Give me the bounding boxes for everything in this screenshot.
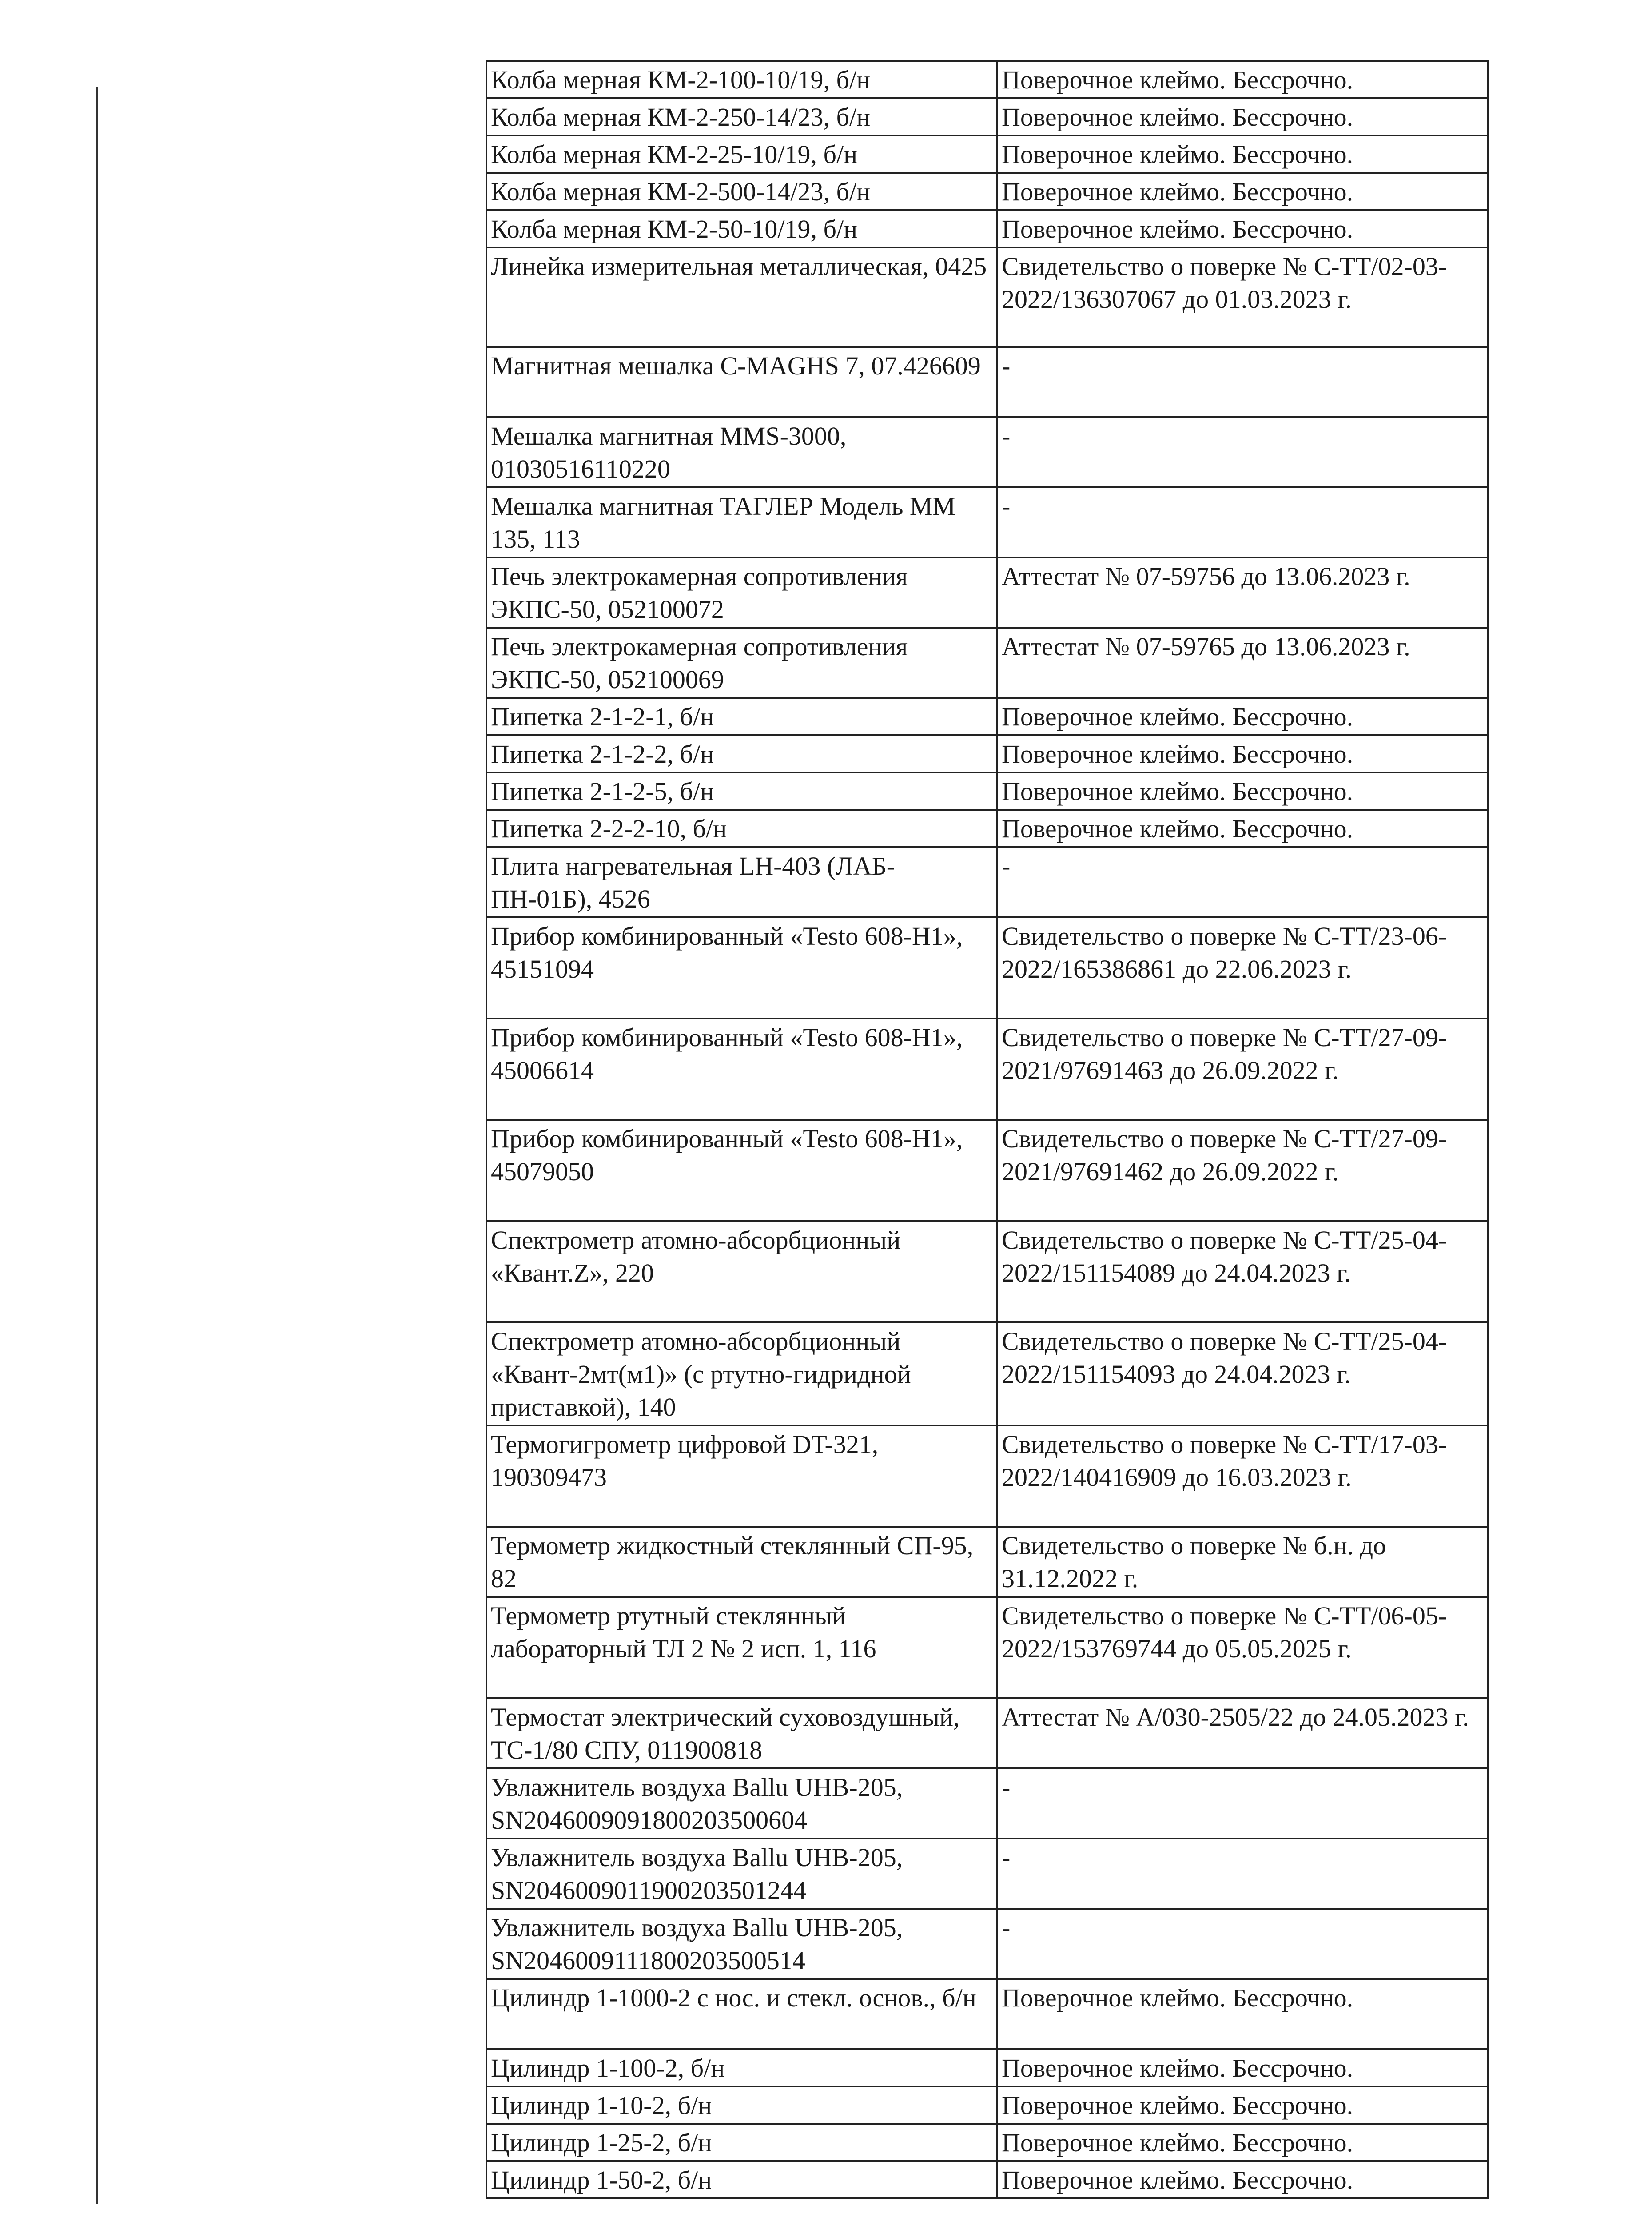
verification-cell: Поверочное клеймо. Бессрочно. [997, 98, 1488, 135]
table-row [486, 210, 1488, 247]
table-row [486, 417, 1488, 487]
table-row [486, 1019, 1488, 1120]
instrument-cell: Цилиндр 1-50-2, б/н [486, 2161, 997, 2198]
instrument-cell: Плита нагревательная LH-403 (ЛАБ-ПН-01Б), 4526 [486, 847, 997, 917]
verification-cell: Поверочное клеймо. Бессрочно. [997, 2161, 1488, 2198]
verification-cell: Свидетельство о поверке № С-ТТ/25-04-2022/151154089 до 24.04.2023 г. [997, 1221, 1488, 1322]
instrument-cell: Увлажнитель воздуха Ballu UHB-205, SN2046009011900203501244 [486, 1839, 997, 1909]
verification-cell: Поверочное клеймо. Бессрочно. [997, 2086, 1488, 2124]
left-margin-line [96, 87, 98, 2204]
verification-cell: Свидетельство о поверке № С-ТТ/23-06-2022/165386861 до 22.06.2023 г. [997, 917, 1488, 1019]
table-row [486, 847, 1488, 917]
table-row [486, 917, 1488, 1019]
instrument-cell: Печь электрокамерная сопротивления ЭКПС-50, 052100072 [486, 557, 997, 628]
instrument-cell: Прибор комбинированный «Testo 608-H1», 45006614 [486, 1019, 997, 1120]
table-row [486, 698, 1488, 735]
instrument-cell: Спектрометр атомно-абсорбционный «Квант.Z», 220 [486, 1221, 997, 1322]
verification-cell: - [997, 1768, 1488, 1839]
table-row [486, 247, 1488, 347]
verification-cell: Поверочное клеймо. Бессрочно. [997, 772, 1488, 810]
instrument-cell: Термометр жидкостный стеклянный СП-95, 82 [486, 1527, 997, 1597]
instrument-cell: Пипетка 2-1-2-2, б/н [486, 735, 997, 772]
equipment-table [486, 60, 1489, 2199]
instrument-cell: Термогигрометр цифровой DT-321, 190309473 [486, 1425, 997, 1527]
verification-cell: Аттестат № 07-59756 до 13.06.2023 г. [997, 557, 1488, 628]
table-row [486, 557, 1488, 628]
instrument-cell: Увлажнитель воздуха Ballu UHB-205, SN2046009091800203500604 [486, 1768, 997, 1839]
instrument-cell: Спектрометр атомно-абсорбционный «Квант-2мт(м1)» (с ртутно-гидридной приставкой), 140 [486, 1322, 997, 1425]
table-row [486, 1597, 1488, 1698]
instrument-cell: Цилиндр 1-10-2, б/н [486, 2086, 997, 2124]
table-row [486, 1221, 1488, 1322]
instrument-cell: Колба мерная КМ-2-500-14/23, б/н [486, 173, 997, 210]
instrument-cell: Прибор комбинированный «Testo 608-H1», 45151094 [486, 917, 997, 1019]
table-row [486, 735, 1488, 772]
table-row [486, 173, 1488, 210]
verification-cell: Поверочное клеймо. Бессрочно. [997, 61, 1488, 98]
table-row [486, 2161, 1488, 2198]
verification-cell: Свидетельство о поверке № С-ТТ/02-03-2022/136307067 до 01.03.2023 г. [997, 247, 1488, 347]
instrument-cell: Мешалка магнитная MMS-3000, 01030516110220 [486, 417, 997, 487]
instrument-cell: Колба мерная КМ-2-50-10/19, б/н [486, 210, 997, 247]
instrument-cell: Цилиндр 1-100-2, б/н [486, 2049, 997, 2086]
instrument-cell: Пипетка 2-1-2-5, б/н [486, 772, 997, 810]
instrument-cell: Пипетка 2-2-2-10, б/н [486, 810, 997, 847]
table-row [486, 1839, 1488, 1909]
instrument-cell: Магнитная мешалка C-MAGHS 7, 07.426609 [486, 347, 997, 417]
verification-cell: Свидетельство о поверке № С-ТТ/25-04-2022/151154093 до 24.04.2023 г. [997, 1322, 1488, 1425]
table-row [486, 810, 1488, 847]
table-row [486, 2049, 1488, 2086]
instrument-cell: Печь электрокамерная сопротивления ЭКПС-50, 052100069 [486, 628, 997, 698]
verification-cell: - [997, 1909, 1488, 1979]
verification-cell: Поверочное клеймо. Бессрочно. [997, 810, 1488, 847]
verification-cell: Свидетельство о поверке № С-ТТ/17-03-2022/140416909 до 16.03.2023 г. [997, 1425, 1488, 1527]
table-row [486, 98, 1488, 135]
table-row [486, 1120, 1488, 1221]
instrument-cell: Мешалка магнитная ТАГЛЕР Модель ММ 135, 113 [486, 487, 997, 557]
verification-cell: Аттестат № 07-59765 до 13.06.2023 г. [997, 628, 1488, 698]
verification-cell: Поверочное клеймо. Бессрочно. [997, 2049, 1488, 2086]
table-row [486, 2086, 1488, 2124]
instrument-cell: Линейка измерительная металлическая, 0425 [486, 247, 997, 347]
instrument-cell: Колба мерная КМ-2-100-10/19, б/н [486, 61, 997, 98]
verification-cell: Поверочное клеймо. Бессрочно. [997, 210, 1488, 247]
verification-cell: Свидетельство о поверке № С-ТТ/27-09-2021/97691462 до 26.09.2022 г. [997, 1120, 1488, 1221]
verification-cell: - [997, 847, 1488, 917]
verification-cell: - [997, 1839, 1488, 1909]
verification-cell: - [997, 487, 1488, 557]
table-row [486, 1909, 1488, 1979]
instrument-cell: Цилиндр 1-25-2, б/н [486, 2124, 997, 2161]
verification-cell: Свидетельство о поверке № С-ТТ/06-05-2022/153769744 до 05.05.2025 г. [997, 1597, 1488, 1698]
instrument-cell: Прибор комбинированный «Testo 608-H1», 45079050 [486, 1120, 997, 1221]
instrument-cell: Колба мерная КМ-2-250-14/23, б/н [486, 98, 997, 135]
verification-cell: Поверочное клеймо. Бессрочно. [997, 2124, 1488, 2161]
table-row [486, 1322, 1488, 1425]
verification-cell: Поверочное клеймо. Бессрочно. [997, 698, 1488, 735]
verification-cell: Аттестат № А/030-2505/22 до 24.05.2023 г. [997, 1698, 1488, 1768]
instrument-cell: Пипетка 2-1-2-1, б/н [486, 698, 997, 735]
table-row [486, 772, 1488, 810]
table-row [486, 2124, 1488, 2161]
instrument-cell: Увлажнитель воздуха Ballu UHB-205, SN2046009111800203500514 [486, 1909, 997, 1979]
table-row [486, 628, 1488, 698]
verification-cell: Поверочное клеймо. Бессрочно. [997, 735, 1488, 772]
table-row [486, 135, 1488, 173]
verification-cell: Свидетельство о поверке № С-ТТ/27-09-2021/97691463 до 26.09.2022 г. [997, 1019, 1488, 1120]
instrument-cell: Колба мерная КМ-2-25-10/19, б/н [486, 135, 997, 173]
verification-cell: Поверочное клеймо. Бессрочно. [997, 135, 1488, 173]
table-row [486, 1527, 1488, 1597]
table-row [486, 1979, 1488, 2049]
table-row [486, 61, 1488, 98]
table-row [486, 1768, 1488, 1839]
instrument-cell: Цилиндр 1-1000-2 с нос. и стекл. основ., б/н [486, 1979, 997, 2049]
table-row [486, 347, 1488, 417]
table-row [486, 1698, 1488, 1768]
table-row [486, 1425, 1488, 1527]
verification-cell: Поверочное клеймо. Бессрочно. [997, 1979, 1488, 2049]
verification-cell: Свидетельство о поверке № б.н. до 31.12.2022 г. [997, 1527, 1488, 1597]
instrument-cell: Термостат электрический суховоздушный, ТС-1/80 СПУ, 011900818 [486, 1698, 997, 1768]
instrument-cell: Термометр ртутный стеклянный лабораторный ТЛ 2 № 2 исп. 1, 116 [486, 1597, 997, 1698]
table-row [486, 487, 1488, 557]
verification-cell: - [997, 417, 1488, 487]
verification-cell: Поверочное клеймо. Бессрочно. [997, 173, 1488, 210]
verification-cell: - [997, 347, 1488, 417]
